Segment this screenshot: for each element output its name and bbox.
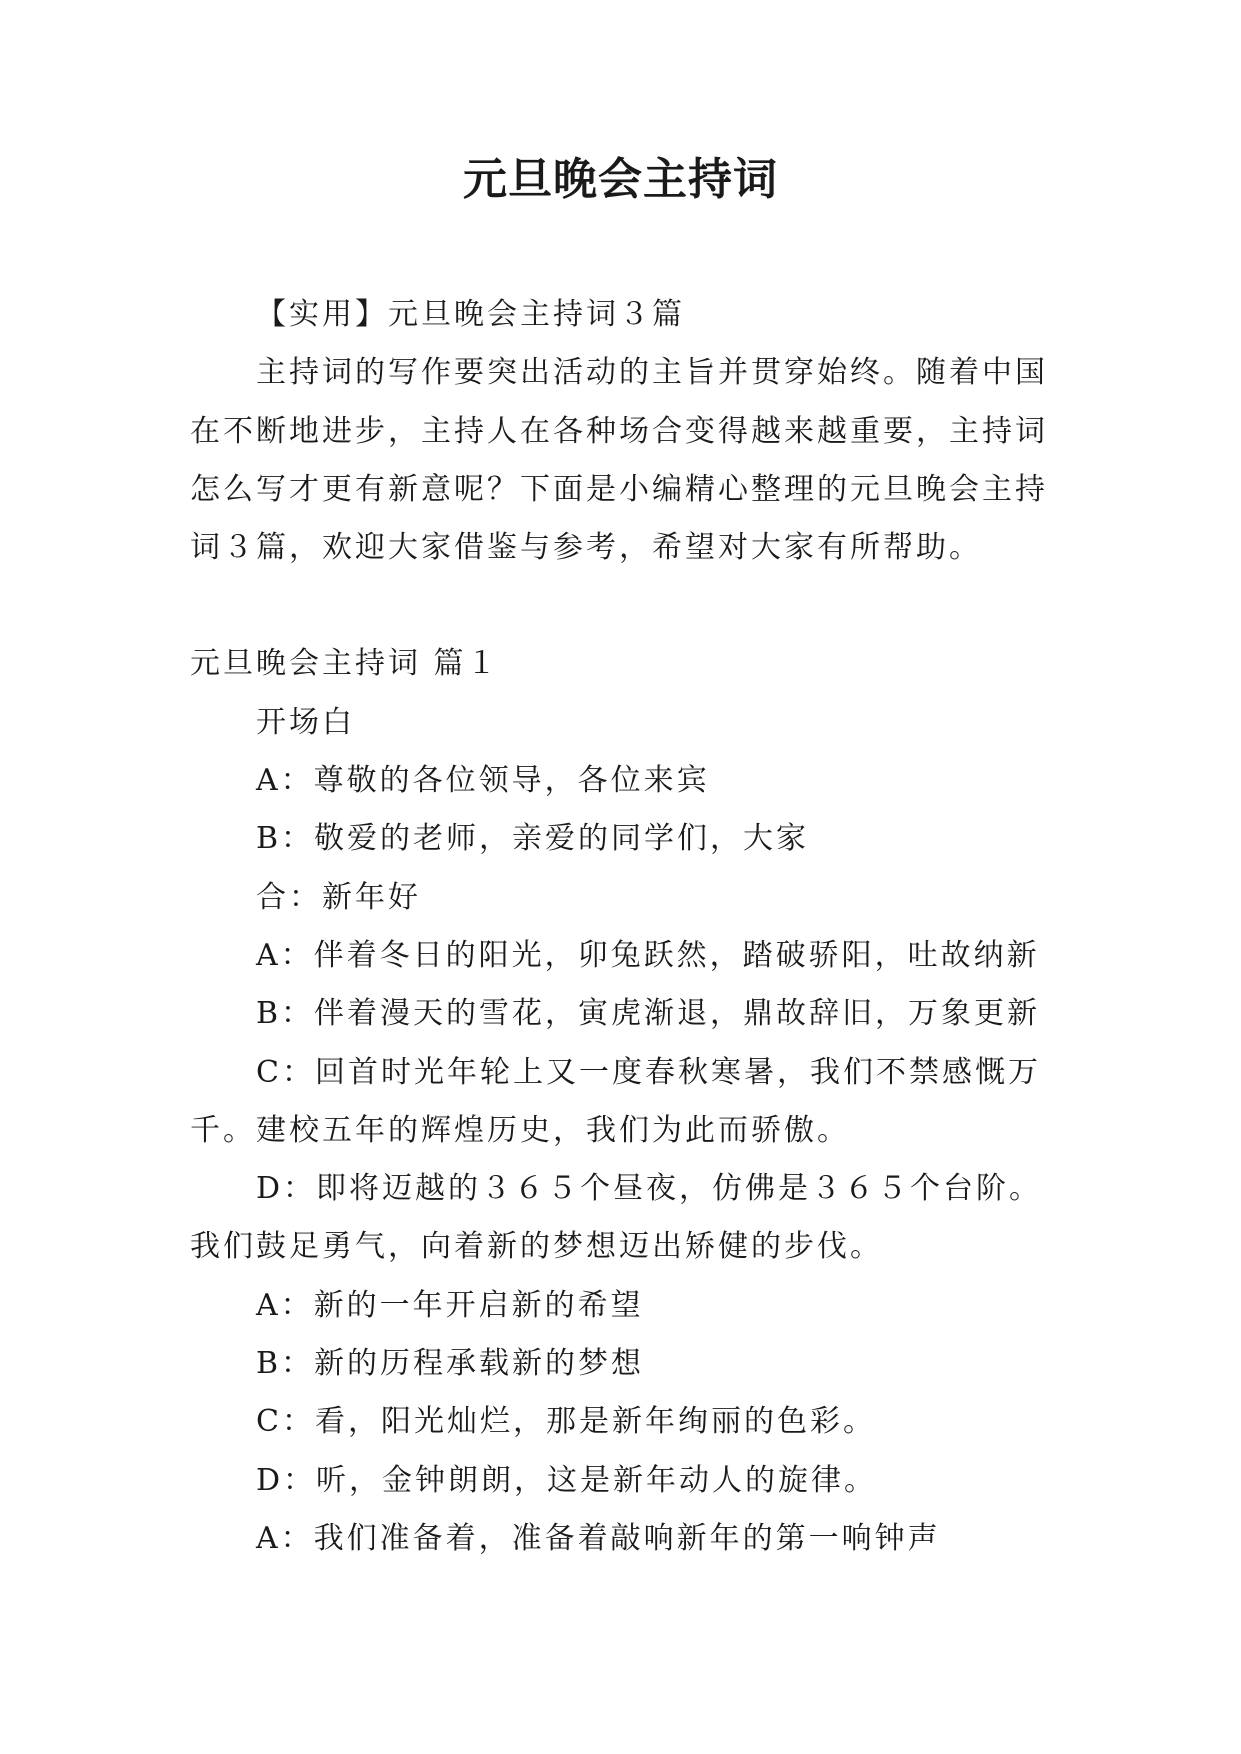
script-line: D：听，金钟朗朗，这是新年动人的旋律。 [256, 1462, 878, 1498]
script-line: A：我们准备着，准备着敲响新年的第一响钟声 [256, 1520, 941, 1556]
script-line: A：尊敬的各位领导，各位来宾 [256, 763, 710, 799]
script-line: A：伴着冬日的阳光，卯兔跃然，踏破骄阳，吐故纳新 [256, 937, 1040, 973]
script-line: B：新的历程承载新的梦想 [256, 1346, 645, 1382]
script-line: B：敬爱的老师，亲爱的同学们，大家 [256, 821, 810, 857]
script-line: C：回首时光年轮上又一度春秋寒暑，我们不禁感慨万千。建校五年的辉煌历史，我们为此而骄傲。 [190, 1054, 1041, 1148]
section-spacer [190, 577, 1052, 635]
script-line: D：即将迈越的３６５个昼夜，仿佛是３６５个台阶。我们鼓足勇气，向着新的梦想迈出矫健的步伐。 [190, 1171, 1043, 1265]
document-subtitle: 【实用】元旦晚会主持词３篇 [256, 297, 685, 332]
script-line: 合：新年好 [256, 879, 421, 915]
intro-paragraph: 主持词的写作要突出活动的主旨并贯穿始终。随着中国在不断地进步，主持人在各种场合变得越来越重要，主持词怎么写才更有新意呢？下面是小编精心整理的元旦晚会主持词３篇，欢迎大家借鉴与参考，希望对大家有所帮助。 [190, 355, 1048, 566]
script-line: C：看，阳光灿烂，那是新年绚丽的色彩。 [256, 1404, 876, 1440]
document-body [190, 286, 1052, 1568]
script-line: B：伴着漫天的雪花，寅虎渐退，鼎故辞旧，万象更新 [256, 996, 1041, 1032]
section-heading: 元旦晚会主持词 篇１ [190, 646, 500, 682]
script-line: A：新的一年开启新的希望 [256, 1287, 644, 1323]
script-line: 开场白 [256, 704, 355, 740]
document-title: 元旦晚会主持词 [463, 154, 778, 205]
